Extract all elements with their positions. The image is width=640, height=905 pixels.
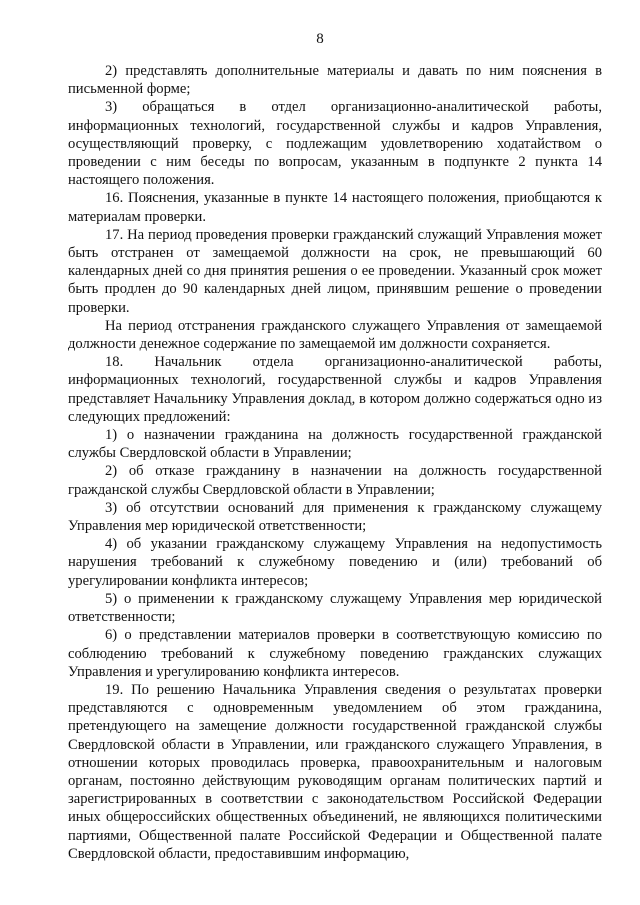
paragraph-18-option-2: 2) об отказе гражданину в назначении на должность государственной гражданской службы Свердловской области в Управлении;	[68, 463, 602, 498]
paragraph-18: 18. Начальник отдела организационно-аналитической работы, информационных технологий, государственной службы и кадров Управления представляет Начальнику Управления доклад, в котором должно содержаться одно из следующих предложений:	[68, 354, 602, 425]
paragraph-item-2: 2) представлять дополнительные материалы и давать по ним пояснения в письменной форме;	[68, 63, 602, 98]
paragraph-18-option-6: 6) о представлении материалов проверки в соответствующую комиссию по соблюдению требований к служебному поведению гражданских служащих Управления и урегулированию конфликта интересов.	[68, 627, 602, 680]
document-body	[68, 62, 602, 863]
paragraph-18-option-5: 5) о применении к гражданскому служащему Управления мер юридической ответственности;	[68, 590, 602, 626]
paragraph-16: 16. Пояснения, указанные в пункте 14 настоящего положения, приобщаются к материалам проверки.	[68, 190, 602, 225]
paragraph-17-continuation: На период отстранения гражданского служащего Управления от замещаемой должности денежное содержание по замещаемой им должности сохраняется.	[68, 317, 602, 353]
page-number: 8	[316, 31, 324, 47]
paragraph-18-option-1: 1) о назначении гражданина на должность государственной гражданской службы Свердловской области в Управлении;	[68, 427, 602, 462]
paragraph-18-option-3: 3) об отсутствии оснований для применения к гражданскому служащему Управления мер юридической ответственности;	[68, 499, 602, 535]
paragraph-19: 19. По решению Начальника Управления сведения о результатах проверки представляются с одновременным уведомлением об этом гражданина, претендующего на замещение должности государственной гражданской службы Свердловской области в Управлении, или гражданского служащего Управления, в отношении которых проводилась проверка, правоохранительным и налоговым органам, постоянно действующим руководящим органам политических партий и зарегистрированных в соответствии с законодательством Российской Федерации иных общероссийских общественных объединений, не являющихся политическими партиями, Общественной палате Российской Федерации и Общественной палате Свердловской области, предоставившим информацию,	[68, 681, 602, 862]
paragraph-17: 17. На период проведения проверки гражданский служащий Управления может быть отстранен от замещаемой должности на срок, не превышающий 60 календарных дней со дня принятия решения о ее проведении. Указанный срок может быть продлен до 90 календарных дней лицом, принявшим решение о проведении проверки.	[68, 226, 602, 316]
paragraph-18-option-4: 4) об указании гражданскому служащему Управления на недопустимость нарушения требований к служебному поведению и (или) требований об урегулировании конфликта интересов;	[68, 536, 602, 589]
paragraph-item-3: 3) обращаться в отдел организационно-аналитической работы, информационных технологий, государственной службы и кадров Управления, осуществляющий проверку, с подлежащим удовлетворению ходатайством о проведении с ним беседы по вопросам, указанным в подпункте 2 пункта 14 настоящего положения.	[68, 99, 602, 189]
